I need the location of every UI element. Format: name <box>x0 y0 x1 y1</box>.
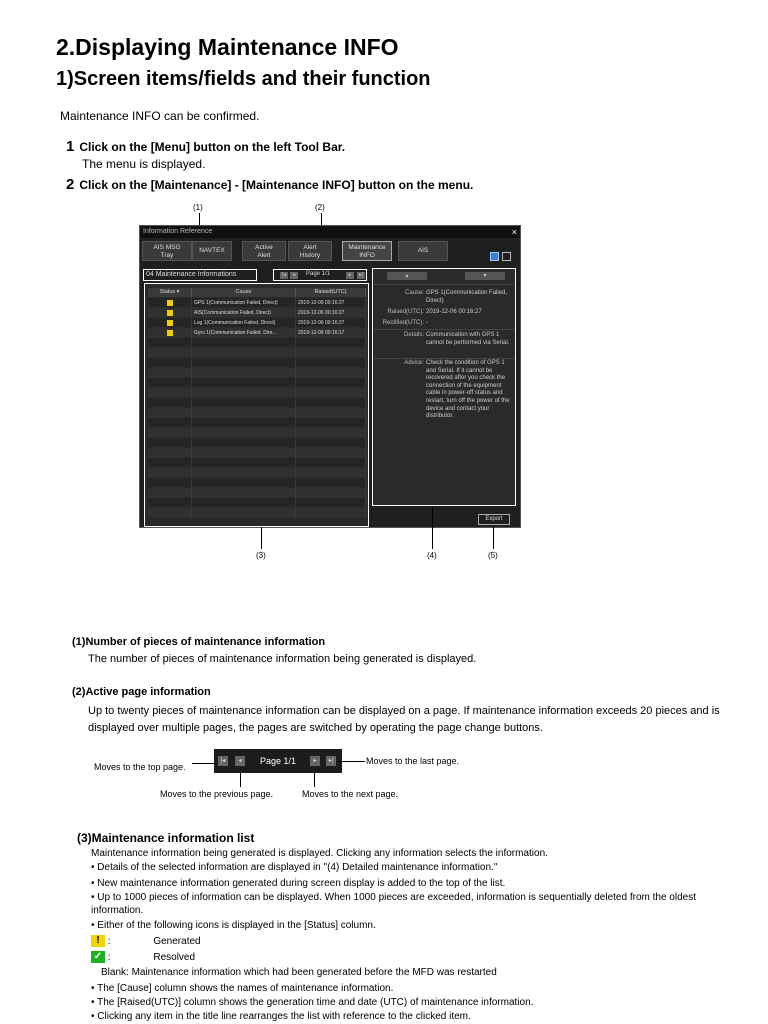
tab-ais[interactable]: AIS <box>398 241 448 261</box>
table-row[interactable] <box>148 318 366 328</box>
raised-cell <box>296 498 366 507</box>
raised-cell <box>296 438 366 447</box>
page-indicator: Page 1/1 <box>260 756 297 766</box>
last-page-label: Moves to the last page. <box>366 756 460 766</box>
raised-cell <box>296 418 366 427</box>
warning-icon <box>167 300 173 306</box>
check-icon: ✓ <box>91 951 105 963</box>
leader-line <box>337 761 365 762</box>
step-text: Click on the [Menu] button on the left Tool Bar. <box>79 140 346 154</box>
cause-cell <box>192 388 296 397</box>
raised-cell <box>296 338 366 347</box>
callout-5: (5) <box>488 551 498 560</box>
details-label: Details: <box>403 332 424 338</box>
bullet: • New maintenance information generated during screen display is added to the top of the list. <box>91 878 506 889</box>
bullet: • The [Cause] column shows the names of maintenance information. <box>91 983 394 994</box>
cause-cell <box>192 378 296 387</box>
window-title: Information Reference <box>143 228 213 235</box>
status-cell <box>148 408 192 417</box>
table-row[interactable] <box>148 508 366 518</box>
table-row[interactable] <box>148 368 366 378</box>
cause-cell: GPS 1(Communication Failed, Direct) <box>192 298 296 307</box>
table-row[interactable] <box>148 478 366 488</box>
generated-row: ! : Generated <box>91 935 201 950</box>
cause-cell: Log 1(Communication Failed, Direct) <box>192 318 296 327</box>
cause-cell <box>192 428 296 437</box>
cause-cell <box>192 438 296 447</box>
leader-line <box>314 773 315 787</box>
warning-icon <box>167 310 173 316</box>
detail-panel <box>372 268 516 506</box>
table-row[interactable] <box>148 388 366 398</box>
section-heading: 1)Screen items/fields and their function <box>56 68 431 90</box>
step-text: Click on the [Maintenance] - [Maintenance INFO] button on the menu. <box>79 178 474 192</box>
callout-3: (3) <box>256 551 266 560</box>
table-row[interactable] <box>148 448 366 458</box>
maintenance-info-window <box>139 225 521 528</box>
cause-cell <box>192 488 296 497</box>
section-3-intro: Maintenance information being generated is displayed. Clicking any information selects the information. <box>91 848 548 859</box>
column-cause[interactable]: Cause <box>192 288 296 297</box>
tab-navtex[interactable]: NAVTEX <box>192 241 232 261</box>
leader-line <box>192 763 216 764</box>
status-cell <box>148 358 192 367</box>
table-row[interactable] <box>148 328 366 338</box>
section-3-title: (3)Maintenance information list <box>77 831 255 845</box>
raised-cell <box>296 468 366 477</box>
raised-cell <box>296 408 366 417</box>
details-value: Communication with GPS 1 cannot be performed via Serial. <box>426 332 510 346</box>
table-row[interactable] <box>148 358 366 368</box>
last-page-button[interactable]: ▸| <box>357 272 365 279</box>
top-page-label: Moves to the top page. <box>94 762 186 772</box>
step-1 <box>66 138 345 155</box>
cause-value: GPS 1(Communication Failed, Direct) <box>426 290 508 304</box>
cause-cell <box>192 398 296 407</box>
step-2 <box>66 176 473 193</box>
callout-5-line <box>493 527 494 549</box>
window-titlebar <box>140 226 520 238</box>
detail-prev-button[interactable]: ▴ <box>387 272 427 280</box>
status-cell <box>148 468 192 477</box>
table-row[interactable] <box>148 298 366 308</box>
tab-ais-msg-tray[interactable]: AIS MSG Tray <box>142 241 192 261</box>
table-row[interactable] <box>148 438 366 448</box>
cause-cell: AIS(Communication Failed, Direct) <box>192 308 296 317</box>
raised-cell <box>296 458 366 467</box>
blank-note: Blank: Maintenance information which had been generated before the MFD was restarted <box>101 967 497 978</box>
status-cell <box>148 398 192 407</box>
table-row[interactable] <box>148 418 366 428</box>
export-button[interactable]: Export <box>478 514 510 525</box>
tab-alert-history[interactable]: Alert History <box>288 241 332 261</box>
prev-page-button[interactable]: ◂ <box>290 272 298 279</box>
callout-2: (2) <box>315 203 325 212</box>
first-page-button[interactable]: |◂ <box>280 272 288 279</box>
cause-cell <box>192 338 296 347</box>
cause-cell <box>192 348 296 357</box>
raised-cell <box>296 508 366 517</box>
section-1-text: The number of pieces of maintenance information being generated is displayed. <box>88 653 477 665</box>
raised-value: 2019-12-06 00:16:27 <box>426 309 482 315</box>
next-page-label: Moves to the next page. <box>302 789 399 799</box>
callout-4: (4) <box>427 551 437 560</box>
advice-value: Check the condition of GPS 1 and Serial. If it cannot be recovered after you check the connection of the equipment cable in power-off status and restart, turn off the power of the device and contact your distributor. <box>426 360 510 420</box>
first-page-button: |◂ <box>218 756 228 766</box>
raised-cell <box>296 488 366 497</box>
raised-cell <box>296 368 366 377</box>
status-cell <box>148 478 192 487</box>
cause-cell <box>192 498 296 507</box>
rectified-value: - <box>426 320 428 326</box>
section-2-text: Up to twenty pieces of maintenance information can be displayed on a page. If maintenance information exceeds 20 pieces and is displayed over multiple pages, the pages are switched by operating the page change buttons. <box>88 705 720 734</box>
leader-line <box>240 773 241 787</box>
cause-cell <box>192 408 296 417</box>
table-row[interactable] <box>148 498 366 508</box>
raised-cell <box>296 378 366 387</box>
status-cell <box>148 508 192 517</box>
raised-cell <box>296 398 366 407</box>
maintenance-list <box>144 283 369 527</box>
status-cell <box>148 458 192 467</box>
table-row[interactable] <box>148 468 366 478</box>
status-cell <box>148 498 192 507</box>
tab-active-alert[interactable]: Active Alert <box>242 241 286 261</box>
divider <box>374 329 514 330</box>
status-cell <box>148 488 192 497</box>
status-cell <box>148 448 192 457</box>
intro-text: Maintenance INFO can be confirmed. <box>60 109 260 123</box>
warning-icon: ! <box>91 935 105 947</box>
raised-cell <box>296 388 366 397</box>
table-row[interactable] <box>148 408 366 418</box>
cause-cell <box>192 418 296 427</box>
raised-cell <box>296 428 366 437</box>
table-row[interactable] <box>148 428 366 438</box>
status-cell <box>148 388 192 397</box>
raised-cell <box>296 348 366 357</box>
window-mode-alt-icon[interactable] <box>502 252 511 261</box>
step-number: 2 <box>66 176 75 193</box>
column-status[interactable]: Status ▾ <box>148 288 192 297</box>
table-row[interactable] <box>148 398 366 408</box>
table-row[interactable] <box>148 458 366 468</box>
callout-3-line <box>261 527 262 549</box>
next-page-button[interactable]: ▸ <box>346 272 354 279</box>
raised-cell <box>296 358 366 367</box>
raised-cell <box>296 478 366 487</box>
page-heading: 2.Displaying Maintenance INFO <box>56 34 399 60</box>
bullet: • Details of the selected information are displayed in "(4) Detailed maintenance information." <box>91 862 498 873</box>
rectified-label: Rectified(UTC): <box>382 320 424 326</box>
cause-cell <box>192 508 296 517</box>
status-cell <box>148 348 192 357</box>
cause-cell <box>192 368 296 377</box>
warning-icon <box>167 330 173 336</box>
advice-label: Advice: <box>404 360 424 366</box>
callout-4-line <box>432 507 433 549</box>
status-cell <box>148 428 192 437</box>
status-cell <box>148 308 192 317</box>
status-cell <box>148 328 192 337</box>
table-row[interactable] <box>148 488 366 498</box>
raised-cell: 2019-12-06 00:16:27 <box>296 318 366 327</box>
status-cell <box>148 298 192 307</box>
callout-1: (1) <box>193 203 203 212</box>
raised-cell: 2019-12-06 00:16:27 <box>296 308 366 317</box>
detail-next-button[interactable]: ▾ <box>465 272 505 280</box>
table-row[interactable] <box>148 338 366 348</box>
prev-page-button: ◂ <box>235 756 245 766</box>
next-page-button: ▸ <box>310 756 320 766</box>
cause-cell: Gyro 1(Communication Failed, Dire... <box>192 328 296 337</box>
status-cell <box>148 378 192 387</box>
cause-cell <box>192 468 296 477</box>
table-row[interactable] <box>148 308 366 318</box>
list-rows <box>148 298 366 518</box>
raised-cell: 2019-12-06 00:16:27 <box>296 298 366 307</box>
table-row[interactable] <box>148 348 366 358</box>
cause-label: Cause: <box>404 290 424 296</box>
status-cell <box>148 418 192 427</box>
status-cell <box>148 368 192 377</box>
maintenance-count: 04 Maintenance Informations <box>143 269 257 281</box>
section-2-title: (2)Active page information <box>72 686 211 698</box>
bullet: • Clicking any item in the title line rearranges the list with reference to the clicked item. <box>91 1011 471 1022</box>
raised-cell: 2019-12-06 00:16:17 <box>296 328 366 337</box>
table-row[interactable] <box>148 378 366 388</box>
page-control <box>273 269 367 281</box>
section-1-title: (1)Number of pieces of maintenance information <box>72 636 326 648</box>
raised-cell <box>296 448 366 457</box>
status-cell <box>148 438 192 447</box>
cause-cell <box>192 478 296 487</box>
bullet: • The [Raised(UTC)] column shows the generation time and date (UTC) of maintenance information. <box>91 997 534 1008</box>
tab-maintenance-info[interactable]: Maintenance INFO <box>342 241 392 261</box>
page-indicator: Page 1/1 <box>306 271 331 277</box>
cause-cell <box>192 448 296 457</box>
cause-cell <box>192 458 296 467</box>
status-cell <box>148 338 192 347</box>
close-icon[interactable]: × <box>511 227 517 237</box>
status-cell <box>148 318 192 327</box>
window-mode-icon[interactable] <box>490 252 499 261</box>
bullet: • Either of the following icons is displayed in the [Status] column. <box>91 920 376 931</box>
list-header <box>148 288 366 297</box>
divider <box>374 284 514 285</box>
cause-cell <box>192 358 296 367</box>
last-page-button: ▸| <box>326 756 336 766</box>
page-control-illustration <box>214 749 342 773</box>
resolved-row: ✓ : Resolved <box>91 951 195 966</box>
step-1-result: The menu is displayed. <box>82 157 206 171</box>
divider <box>374 358 514 359</box>
step-number: 1 <box>66 138 75 155</box>
prev-page-label: Moves to the previous page. <box>160 789 274 799</box>
bullet: • Up to 1000 pieces of information can be displayed. When 1000 pieces are exceeded, information is sequentially deleted from the oldest information. <box>91 892 696 916</box>
raised-label: Raised(UTC): <box>387 309 424 315</box>
column-raised[interactable]: Raised(UTC) <box>296 288 366 297</box>
warning-icon <box>167 320 173 326</box>
